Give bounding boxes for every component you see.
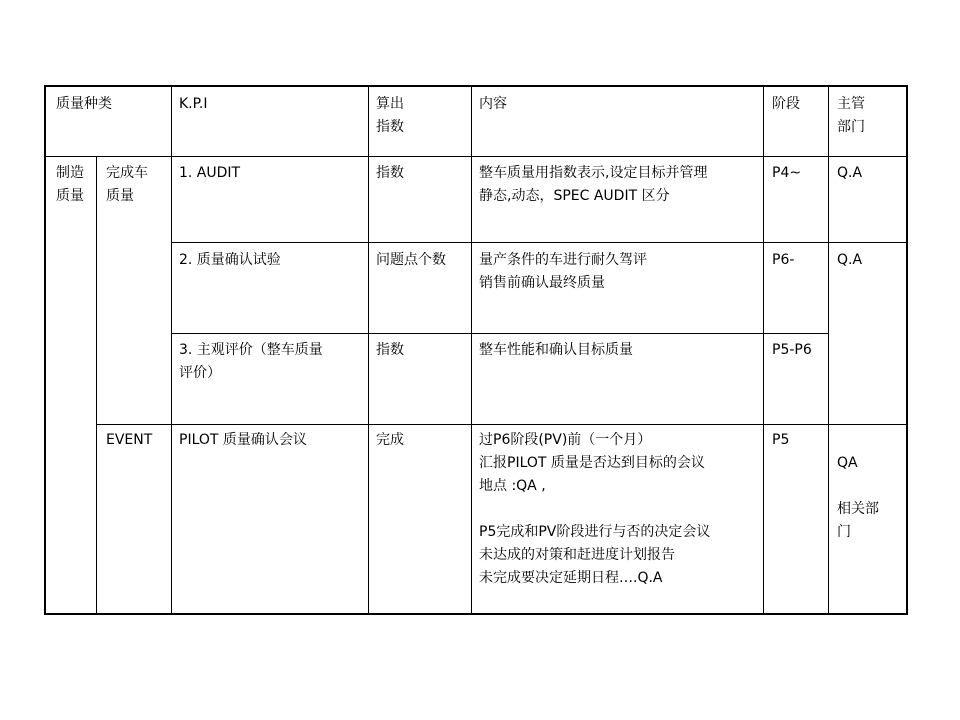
row4-dept: QA 相关部 门	[837, 455, 879, 540]
col-divider	[171, 87, 172, 613]
row2-kpi: 2. 质量确认试验	[179, 252, 281, 268]
row4-content: 过P6阶段(PV)前（一个月） 汇报PILOT 质量是否达到目标的会议 地点 :QA , P5完成和PV阶段进行与否的决定会议 未达成的对策和赶进度计划报告 未完成要决定延期日程….Q.A	[479, 432, 711, 586]
col-divider	[368, 87, 369, 613]
row2-calc: 问题点个数	[376, 252, 446, 268]
subgroup-vehicle-quality: 完成车 质量	[106, 165, 148, 204]
col-divider	[763, 87, 764, 613]
row4-calc: 完成	[376, 432, 404, 448]
row1-calc: 指数	[376, 165, 404, 181]
row4-kpi: PILOT 质量确认会议	[179, 432, 307, 448]
row-divider	[96, 424, 906, 425]
row3-stage: P5-P6	[772, 342, 812, 358]
row1-dept: Q.A	[837, 165, 863, 181]
header-category: 质量种类	[56, 96, 112, 112]
row1-content: 整车质量用指数表示,设定目标并管理 静态,动态，SPEC AUDIT 区分	[479, 165, 708, 204]
row3-content: 整车性能和确认目标质量	[479, 342, 633, 358]
col-divider	[471, 87, 472, 613]
kpi-table	[44, 85, 908, 615]
row-divider	[172, 242, 906, 243]
row2-content: 量产条件的车进行耐久驾评 销售前确认最终质量	[479, 252, 647, 291]
row3-calc: 指数	[376, 342, 404, 358]
row1-stage: P4~	[772, 165, 802, 181]
row1-kpi: 1. AUDIT	[179, 165, 241, 181]
header-stage: 阶段	[772, 96, 800, 112]
row2-dept: Q.A	[837, 252, 863, 268]
header-kpi: K.P.I	[179, 96, 208, 112]
row4-stage: P5	[772, 432, 790, 448]
event-label: EVENT	[106, 432, 153, 448]
group-manufacturing-quality: 制造 质量	[56, 165, 84, 204]
col-divider	[96, 156, 97, 613]
row2-stage: P6-	[772, 252, 795, 268]
row-divider	[172, 333, 828, 334]
row-divider	[46, 156, 906, 157]
col-divider	[828, 87, 829, 613]
row3-kpi: 3. 主观评价（整车质量 评价）	[179, 342, 323, 381]
header-calc: 算出 指数	[376, 96, 404, 135]
header-dept: 主管 部门	[837, 96, 865, 135]
header-content: 内容	[479, 96, 507, 112]
